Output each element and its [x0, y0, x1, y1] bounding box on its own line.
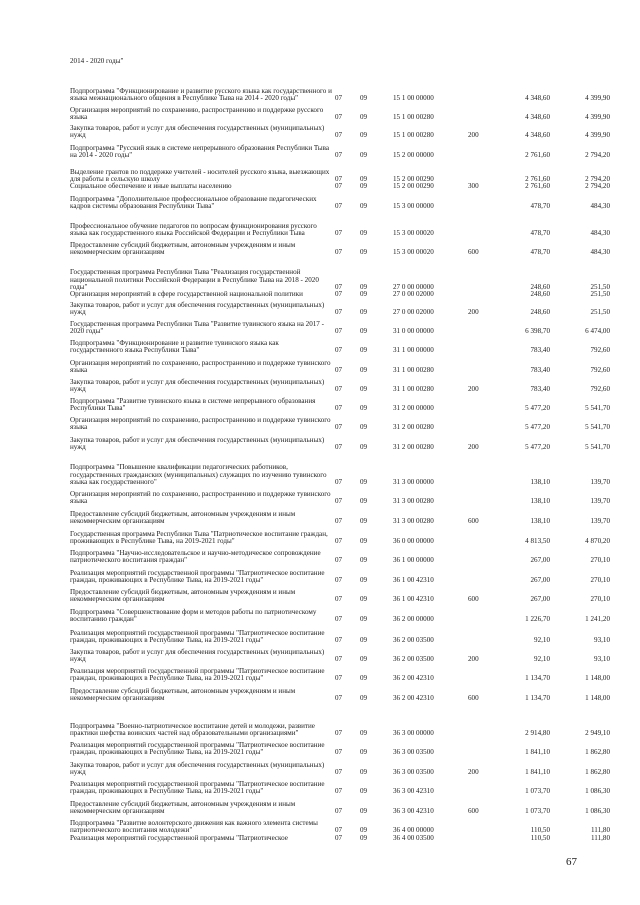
- cell-rz: 09: [360, 248, 368, 257]
- cell-cs: 36 2 00 42310: [393, 674, 434, 683]
- table-row: [0, 240, 640, 257]
- cell-ved: 07: [335, 175, 343, 184]
- cell-rz: 09: [360, 113, 368, 122]
- cell-name: Реализация мероприятий государственной программы "Патриотическое воспитание граждан, проживающих в Республике Тыва, на 2019-2021 годы": [70, 666, 325, 683]
- cell-s1: 5 477,20: [525, 443, 550, 452]
- cell-rz: 09: [360, 517, 368, 526]
- cell-s1: 1 841,10: [525, 748, 550, 757]
- cell-rz: 09: [360, 404, 368, 413]
- cell-cs: 31 1 00 00280: [393, 366, 434, 375]
- cell-name: Организация мероприятий по сохранению, распространению и поддержке тувинского языка: [70, 489, 331, 506]
- cell-name: Подпрограмма "Развитие тувинского языка в системе непрерывного образования Республики Тыва": [70, 396, 316, 413]
- cell-rz: 09: [360, 768, 368, 777]
- table-row: [0, 58, 640, 66]
- cell-vr: 200: [468, 768, 479, 777]
- cell-rz: 09: [360, 694, 368, 703]
- cell-ved: 07: [335, 202, 343, 211]
- cell-cs: 36 2 00 03500: [393, 655, 434, 664]
- table-row: [0, 143, 640, 160]
- cell-ved: 07: [335, 423, 343, 432]
- cell-rz: 09: [360, 366, 368, 375]
- cell-s2: 2 794,20: [585, 175, 610, 184]
- cell-name: Подпрограмма "Функционирование и развитие тувинского языка как государственного языка Республики Тыва": [70, 338, 279, 355]
- table-row: [0, 799, 640, 816]
- cell-s2: 792,60: [590, 366, 610, 375]
- cell-s1: 248,60: [530, 283, 550, 292]
- cell-s1: 248,60: [530, 308, 550, 317]
- cell-s1: 2 761,60: [525, 182, 550, 191]
- cell-rz: 09: [360, 423, 368, 432]
- cell-ved: 07: [335, 729, 343, 738]
- cell-ved: 07: [335, 94, 343, 103]
- cell-name: Закупка товаров, работ и услуг для обеспечения государственных (муниципальных) нужд: [70, 123, 325, 140]
- cell-s1: 110,50: [530, 826, 550, 835]
- cell-s2: 270,10: [590, 556, 610, 565]
- cell-s1: 1 841,10: [525, 768, 550, 777]
- cell-s2: 2 794,20: [585, 182, 610, 191]
- table-row: [0, 666, 640, 683]
- table-row: [0, 529, 640, 546]
- cell-s2: 1 862,80: [585, 748, 610, 757]
- cell-s1: 4 348,60: [525, 131, 550, 140]
- cell-cs: 36 4 00 03500: [393, 834, 434, 843]
- cell-rz: 09: [360, 787, 368, 796]
- cell-rz: 09: [360, 346, 368, 355]
- table-row: [0, 221, 640, 238]
- cell-ved: 07: [335, 182, 343, 191]
- cell-s1: 138,10: [530, 517, 550, 526]
- cell-s2: 2 794,20: [585, 151, 610, 160]
- cell-cs: 36 2 00 03500: [393, 636, 434, 645]
- cell-ved: 07: [335, 229, 343, 238]
- cell-s2: 270,10: [590, 595, 610, 604]
- cell-name: Предоставление субсидий бюджетным, автономным учреждениям и иным некоммерческим организациям: [70, 587, 296, 604]
- table-row: [0, 647, 640, 664]
- cell-ved: 07: [335, 595, 343, 604]
- cell-ved: 07: [335, 615, 343, 624]
- cell-s2: 1 241,20: [585, 615, 610, 624]
- cell-name: Предоставление субсидий бюджетным, автономным учреждениям и иным некоммерческим организациям: [70, 686, 296, 703]
- cell-cs: 31 2 00 00000: [393, 404, 434, 413]
- cell-ved: 07: [335, 768, 343, 777]
- cell-rz: 09: [360, 175, 368, 184]
- cell-name: Предоставление субсидий бюджетным, автономным учреждениям и иным некоммерческим организациям: [70, 509, 296, 526]
- cell-vr: 200: [468, 655, 479, 664]
- cell-ved: 07: [335, 151, 343, 160]
- cell-cs: 31 0 00 00000: [393, 327, 434, 336]
- cell-rz: 09: [360, 556, 368, 565]
- table-row: [0, 587, 640, 604]
- cell-ved: 07: [335, 694, 343, 703]
- table-row: [0, 463, 640, 487]
- table-row: [0, 86, 640, 103]
- cell-rz: 09: [360, 478, 368, 487]
- table-row: [0, 721, 640, 738]
- cell-ved: 07: [335, 674, 343, 683]
- table-row: [0, 415, 640, 432]
- cell-cs: 27 0 00 00000: [393, 283, 434, 292]
- table-row: [0, 183, 640, 191]
- cell-vr: 600: [468, 248, 479, 257]
- cell-s1: 783,40: [530, 346, 550, 355]
- cell-ved: 07: [335, 807, 343, 816]
- table-row: [0, 396, 640, 413]
- cell-cs: 15 3 00 00020: [393, 229, 434, 238]
- cell-name: Подпрограмма "Совершенствование форм и методов работы по патриотическому воспитанию граждан": [70, 607, 317, 624]
- cell-ved: 07: [335, 443, 343, 452]
- cell-cs: 36 3 00 42310: [393, 807, 434, 816]
- cell-cs: 31 2 00 00280: [393, 443, 434, 452]
- cell-s1: 267,00: [530, 595, 550, 604]
- cell-cs: 36 3 00 03500: [393, 748, 434, 757]
- table-row: [0, 319, 640, 336]
- cell-ved: 07: [335, 308, 343, 317]
- cell-vr: 200: [468, 308, 479, 317]
- cell-name: Подпрограмма "Дополнительное профессиональное образование педагогических кадров системы образования Республики Тыва": [70, 194, 317, 211]
- cell-s1: 2 914,80: [525, 729, 550, 738]
- cell-rz: 09: [360, 94, 368, 103]
- cell-rz: 09: [360, 674, 368, 683]
- cell-s2: 93,10: [594, 636, 610, 645]
- cell-cs: 15 1 00 00280: [393, 113, 434, 122]
- cell-ved: 07: [335, 826, 343, 835]
- cell-cs: 36 4 00 00000: [393, 826, 434, 835]
- cell-rz: 09: [360, 202, 368, 211]
- cell-s2: 792,60: [590, 385, 610, 394]
- cell-s2: 251,50: [590, 290, 610, 299]
- cell-name: Организация мероприятий в сфере государственной национальной политики: [70, 290, 303, 299]
- cell-rz: 09: [360, 229, 368, 238]
- table-row: [0, 760, 640, 777]
- table-row: [0, 740, 640, 757]
- cell-name: Закупка товаров, работ и услуг для обеспечения государственных (муниципальных) нужд: [70, 435, 325, 452]
- cell-ved: 07: [335, 366, 343, 375]
- cell-ved: 07: [335, 113, 343, 122]
- cell-ved: 07: [335, 404, 343, 413]
- cell-s2: 139,70: [590, 478, 610, 487]
- cell-s2: 270,10: [590, 576, 610, 585]
- cell-name: Подпрограмма "Повышение квалификации педагогических работников, государственных гражданских (муниципальных) служащих по изучению тувинского языка как государственного": [70, 463, 327, 487]
- cell-s1: 92,10: [534, 655, 550, 664]
- cell-cs: 31 1 00 00000: [393, 346, 434, 355]
- cell-s2: 5 541,70: [585, 404, 610, 413]
- cell-s2: 4 399,90: [585, 94, 610, 103]
- table-row: [0, 300, 640, 317]
- cell-s2: 139,70: [590, 497, 610, 506]
- cell-s2: 5 541,70: [585, 443, 610, 452]
- cell-s1: 1 134,70: [525, 694, 550, 703]
- page-number: 67: [566, 856, 577, 868]
- cell-ved: 07: [335, 478, 343, 487]
- cell-cs: 31 1 00 00280: [393, 385, 434, 394]
- table-row: [0, 105, 640, 122]
- cell-s1: 110,50: [530, 834, 550, 843]
- table-row: [0, 338, 640, 355]
- cell-name: Организация мероприятий по сохранению, распространению и поддержке тувинского языка: [70, 358, 331, 375]
- table-row: [0, 435, 640, 452]
- cell-name: Реализация мероприятий государственной программы "Патриотическое: [70, 834, 288, 843]
- cell-s1: 1 073,70: [525, 807, 550, 816]
- table-row: [0, 686, 640, 703]
- cell-s1: 478,70: [530, 229, 550, 238]
- cell-s1: 267,00: [530, 556, 550, 565]
- cell-s1: 1 134,70: [525, 674, 550, 683]
- cell-ved: 07: [335, 327, 343, 336]
- cell-ved: 07: [335, 346, 343, 355]
- cell-name: Закупка товаров, работ и услуг для обеспечения государственных (муниципальных) нужд: [70, 760, 325, 777]
- cell-name: Реализация мероприятий государственной программы "Патриотическое воспитание граждан, проживающих в Республике Тыва, на 2019-2021 годы": [70, 628, 325, 645]
- cell-cs: 36 0 00 00000: [393, 537, 434, 546]
- cell-s1: 267,00: [530, 576, 550, 585]
- cell-name: Организация мероприятий по сохранению, распространению и поддержке тувинского языка: [70, 415, 331, 432]
- cell-s2: 111,80: [591, 826, 610, 835]
- cell-rz: 09: [360, 131, 368, 140]
- cell-cs: 36 3 00 00000: [393, 729, 434, 738]
- cell-name: Государственная программа Республики Тыва "Патриотическое воспитание граждан, проживающих в Республике Тыва, на 2019-2021 годы": [70, 529, 328, 546]
- cell-cs: 36 1 00 00000: [393, 556, 434, 565]
- cell-vr: 200: [468, 443, 479, 452]
- cell-rz: 09: [360, 636, 368, 645]
- cell-s2: 251,50: [590, 283, 610, 292]
- table-row: [0, 548, 640, 565]
- cell-name: Закупка товаров, работ и услуг для обеспечения государственных (муниципальных) нужд: [70, 647, 325, 664]
- cell-s1: 5 477,20: [525, 423, 550, 432]
- cell-rz: 09: [360, 497, 368, 506]
- cell-s1: 248,60: [530, 290, 550, 299]
- cell-ved: 07: [335, 748, 343, 757]
- cell-ved: 07: [335, 655, 343, 664]
- cell-vr: 200: [468, 385, 479, 394]
- cell-vr: 600: [468, 807, 479, 816]
- table-row: [0, 779, 640, 796]
- cell-s1: 4 348,60: [525, 113, 550, 122]
- table-row: [0, 489, 640, 506]
- cell-s2: 251,50: [590, 308, 610, 317]
- cell-rz: 09: [360, 290, 368, 299]
- cell-rz: 09: [360, 385, 368, 394]
- cell-name: Закупка товаров, работ и услуг для обеспечения государственных (муниципальных) нужд: [70, 300, 325, 317]
- cell-name: Реализация мероприятий государственной программы "Патриотическое воспитание граждан, проживающих в Республике Тыва, на 2019-2021 годы": [70, 779, 325, 796]
- cell-name: Реализация мероприятий государственной программы "Патриотическое воспитание граждан, проживающих в Республике Тыва, на 2019-2021 годы": [70, 568, 325, 585]
- cell-cs: 15 1 00 00280: [393, 131, 434, 140]
- cell-cs: 36 1 00 42310: [393, 595, 434, 604]
- cell-ved: 07: [335, 497, 343, 506]
- cell-cs: 15 2 00 00290: [393, 182, 434, 191]
- cell-rz: 09: [360, 537, 368, 546]
- cell-s2: 1 086,30: [585, 807, 610, 816]
- cell-vr: 200: [468, 131, 479, 140]
- cell-s1: 2 761,60: [525, 175, 550, 184]
- cell-s1: 478,70: [530, 248, 550, 257]
- cell-s2: 1 148,00: [585, 674, 610, 683]
- cell-ved: 07: [335, 834, 343, 843]
- cell-cs: 31 3 00 00280: [393, 497, 434, 506]
- cell-name: 2014 - 2020 годы": [70, 57, 124, 66]
- cell-name: Организация мероприятий по сохранению, распространению и поддержке русского языка: [70, 105, 324, 122]
- cell-s2: 4 870,20: [585, 537, 610, 546]
- cell-s1: 783,40: [530, 385, 550, 394]
- cell-s2: 6 474,00: [585, 327, 610, 336]
- cell-s2: 484,30: [590, 248, 610, 257]
- cell-ved: 07: [335, 131, 343, 140]
- cell-s1: 5 477,20: [525, 404, 550, 413]
- cell-name: Профессиональное обучение педагогов по вопросам функционирования русского языка как государственного языка Российской Федерации и Республики Тыва: [70, 221, 317, 238]
- cell-name: Реализация мероприятий государственной программы "Патриотическое воспитание граждан, проживающих в Республике Тыва, на 2019-2021 годы": [70, 740, 325, 757]
- cell-ved: 07: [335, 537, 343, 546]
- cell-name: Подпрограмма "Развитие волонтерского движения как важного элемента системы патриотического воспитания молодежи": [70, 818, 318, 835]
- cell-name: Государственная программа Республики Тыва "Развитие тувинского языка на 2017 - 2020 годы": [70, 319, 324, 336]
- cell-cs: 15 2 00 00290: [393, 175, 434, 184]
- cell-s1: 4 813,50: [525, 537, 550, 546]
- cell-vr: 600: [468, 595, 479, 604]
- cell-cs: 36 3 00 42310: [393, 787, 434, 796]
- cell-ved: 07: [335, 636, 343, 645]
- table-row: [0, 835, 640, 843]
- cell-cs: 31 3 00 00000: [393, 478, 434, 487]
- cell-cs: 27 0 00 02000: [393, 290, 434, 299]
- cell-vr: 600: [468, 517, 479, 526]
- cell-rz: 09: [360, 327, 368, 336]
- cell-s2: 484,30: [590, 202, 610, 211]
- cell-ved: 07: [335, 787, 343, 796]
- cell-s1: 1 226,70: [525, 615, 550, 624]
- table-row: [0, 358, 640, 375]
- cell-name: Государственная программа Республики Тыва "Реализация государственной национальной политики Российской Федерации в Республике Тыва на 2018 - 2020 годы": [70, 268, 319, 292]
- cell-cs: 36 3 00 03500: [393, 768, 434, 777]
- cell-s2: 1 148,00: [585, 694, 610, 703]
- cell-name: Предоставление субсидий бюджетным, автономным учреждениям и иным некоммерческим организациям: [70, 799, 296, 816]
- cell-s2: 93,10: [594, 655, 610, 664]
- cell-name: Подпрограмма "Военно-патриотическое воспитание детей и молодежи, развитие практики шефства воинских частей над образовательными организациями": [70, 721, 315, 738]
- cell-rz: 09: [360, 151, 368, 160]
- cell-s2: 1 862,80: [585, 768, 610, 777]
- table-row: [0, 607, 640, 624]
- cell-s2: 111,80: [591, 834, 610, 843]
- cell-s2: 792,60: [590, 346, 610, 355]
- cell-cs: 36 2 00 00000: [393, 615, 434, 624]
- cell-rz: 09: [360, 595, 368, 604]
- cell-s1: 138,10: [530, 478, 550, 487]
- cell-rz: 09: [360, 615, 368, 624]
- cell-rz: 09: [360, 443, 368, 452]
- cell-cs: 36 1 00 42310: [393, 576, 434, 585]
- cell-vr: 300: [468, 182, 479, 191]
- cell-cs: 27 0 00 02000: [393, 308, 434, 317]
- cell-cs: 36 2 00 42310: [393, 694, 434, 703]
- cell-cs: 15 3 00 00000: [393, 202, 434, 211]
- cell-s2: 484,30: [590, 229, 610, 238]
- cell-rz: 09: [360, 834, 368, 843]
- cell-rz: 09: [360, 283, 368, 292]
- cell-s2: 1 086,30: [585, 787, 610, 796]
- cell-ved: 07: [335, 385, 343, 394]
- cell-s2: 139,70: [590, 517, 610, 526]
- cell-name: Выделение грантов по поддержке учителей - носителей русского языка, выезжающих для работы в сельскую школу: [70, 167, 330, 184]
- cell-name: Подпрограмма "Русский язык в системе непрерывного образования Республики Тыва на 2014 - 2020 годы": [70, 143, 330, 160]
- cell-vr: 600: [468, 694, 479, 703]
- cell-name: Предоставление субсидий бюджетным, автономным учреждениям и иным некоммерческим организациям: [70, 240, 296, 257]
- cell-name: Социальное обеспечение и иные выплаты населению: [70, 182, 232, 191]
- cell-name: Подпрограмма "Научно-исследовательское и научно-методическое сопровождение патриотического воспитания граждан": [70, 548, 321, 565]
- cell-ved: 07: [335, 517, 343, 526]
- table-row: [0, 568, 640, 585]
- cell-s2: 4 399,90: [585, 113, 610, 122]
- cell-cs: 15 1 00 00000: [393, 94, 434, 103]
- cell-cs: 15 3 00 00020: [393, 248, 434, 257]
- cell-ved: 07: [335, 290, 343, 299]
- cell-s1: 4 348,60: [525, 94, 550, 103]
- cell-rz: 09: [360, 308, 368, 317]
- table-row: [0, 194, 640, 211]
- cell-s1: 92,10: [534, 636, 550, 645]
- cell-s1: 2 761,60: [525, 151, 550, 160]
- cell-ved: 07: [335, 576, 343, 585]
- cell-s1: 783,40: [530, 366, 550, 375]
- cell-s1: 138,10: [530, 497, 550, 506]
- table-row: [0, 628, 640, 645]
- cell-ved: 07: [335, 283, 343, 292]
- cell-rz: 09: [360, 729, 368, 738]
- cell-s2: 5 541,70: [585, 423, 610, 432]
- cell-s2: 2 949,10: [585, 729, 610, 738]
- cell-name: Подпрограмма "Функционирование и развитие русского языка как государственного и языка межнационального общения в Республике Тыва на 2014 - 2020 годы": [70, 86, 332, 103]
- table-row: [0, 291, 640, 299]
- table-row: [0, 509, 640, 526]
- cell-name: Закупка товаров, работ и услуг для обеспечения государственных (муниципальных) нужд: [70, 377, 325, 394]
- cell-s1: 1 073,70: [525, 787, 550, 796]
- cell-s1: 478,70: [530, 202, 550, 211]
- cell-ved: 07: [335, 556, 343, 565]
- cell-rz: 09: [360, 655, 368, 664]
- cell-cs: 15 2 00 00000: [393, 151, 434, 160]
- cell-rz: 09: [360, 182, 368, 191]
- table-row: [0, 377, 640, 394]
- cell-s1: 6 398,70: [525, 327, 550, 336]
- cell-rz: 09: [360, 826, 368, 835]
- cell-rz: 09: [360, 748, 368, 757]
- cell-rz: 09: [360, 807, 368, 816]
- table-row: [0, 123, 640, 140]
- cell-cs: 31 3 00 00280: [393, 517, 434, 526]
- cell-cs: 31 2 00 00280: [393, 423, 434, 432]
- cell-s2: 4 399,90: [585, 131, 610, 140]
- cell-ved: 07: [335, 248, 343, 257]
- cell-rz: 09: [360, 576, 368, 585]
